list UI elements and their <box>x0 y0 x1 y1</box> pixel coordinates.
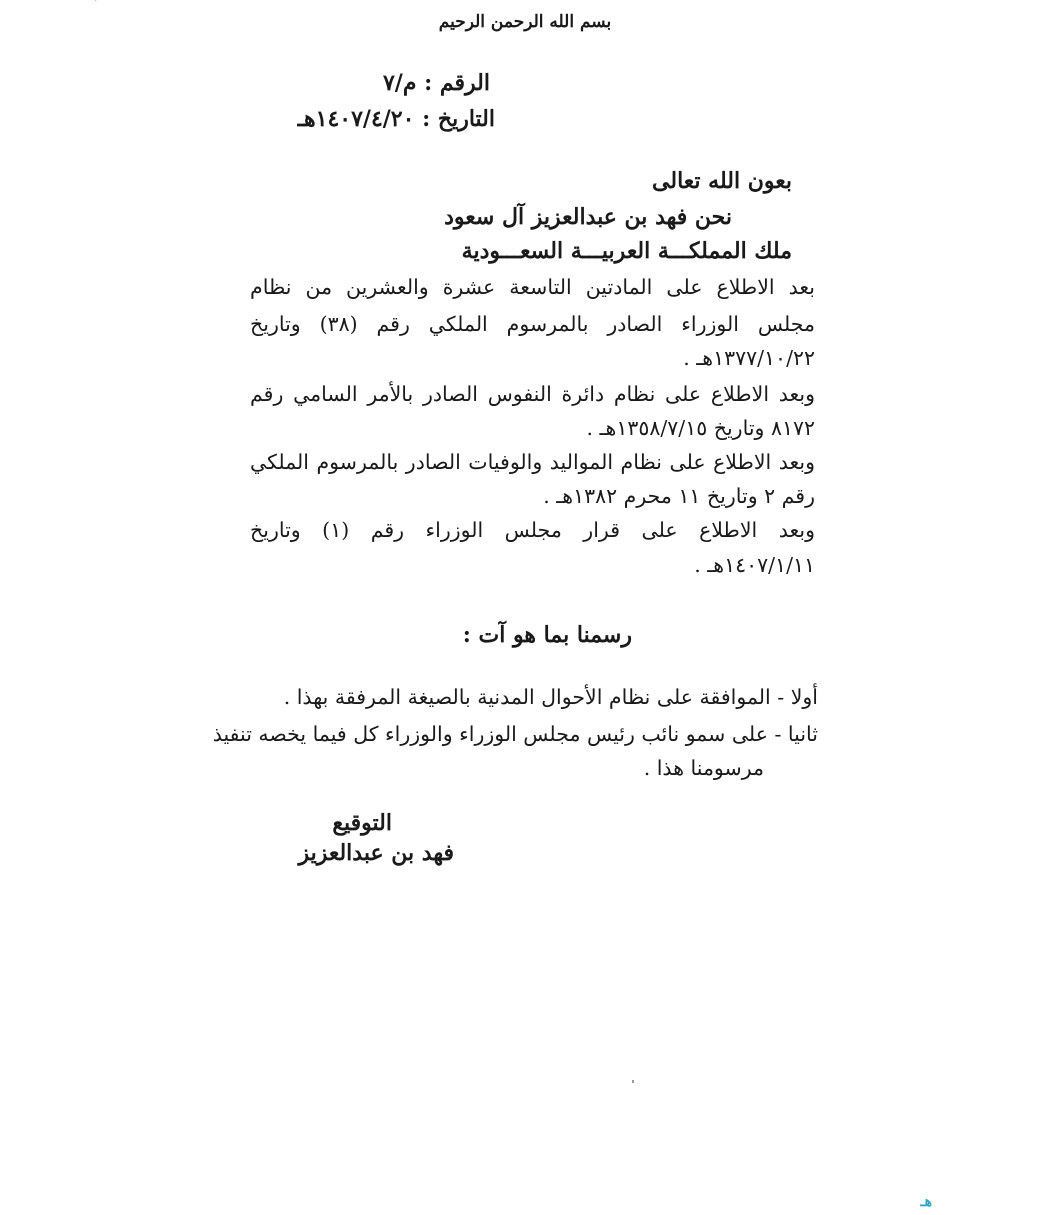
signature-label: التوقيع <box>332 810 392 836</box>
recital-3-line-2: رقم ٢ وتاريخ ١١ محرم ١٣٨٢هـ . <box>543 484 815 508</box>
scan-speck <box>632 1080 634 1083</box>
corner-tick-icon <box>94 0 110 7</box>
corner-mark-bottom-right: هـ <box>920 1194 932 1210</box>
article-2-line-2: مرسومنا هذا . <box>643 756 764 780</box>
issuer: نحن فهد بن عبدالعزيز آل سعود <box>444 204 732 230</box>
recital-3-line-1: وبعد الاطلاع على نظام المواليد والوفيات الصادر بالمرسوم الملكي <box>250 450 815 474</box>
recital-2-line-2: ٨١٧٢ وتاريخ ١٣٥٨/٧/١٥هـ . <box>586 416 815 440</box>
signatory-name: فهد بن عبدالعزيز <box>298 840 454 866</box>
issuer-title: ملك المملكـــة العربيـــة السعـــودية <box>461 238 792 264</box>
recital-4-line-1: وبعد الاطلاع على قرار مجلس الوزراء رقم (١) وتاريخ <box>250 518 815 542</box>
decree-number: الرقم : م/٧ <box>382 70 490 96</box>
article-1: أولا - الموافقة على نظام الأحوال المدنية بالصيغة المرفقة بهذا . <box>283 685 818 709</box>
article-2-line-1: ثانيا - على سمو نائب رئيس مجلس الوزراء والوزراء كل فيما يخصه تنفيذ <box>212 722 818 746</box>
basmala: بسم الله الرحمن الرحيم <box>438 12 612 32</box>
invocation: بعون الله تعالى <box>652 168 792 194</box>
recital-4-line-2: ١٤٠٧/١/١١هـ . <box>694 553 815 577</box>
decree-heading: رسمنا بما هو آت : <box>462 622 632 648</box>
recital-1-line-2: مجلس الوزراء الصادر بالمرسوم الملكي رقم (٣٨) وتاريخ <box>250 312 815 336</box>
decree-date: التاريخ : ١٤٠٧/٤/٢٠هـ <box>297 106 495 132</box>
recital-2-line-1: وبعد الاطلاع على نظام دائرة النفوس الصادر بالأمر السامي رقم <box>250 382 815 406</box>
recital-1-line-1: بعد الاطلاع على المادتين التاسعة عشرة والعشرين من نظام <box>250 275 815 299</box>
recital-1-line-3: ١٣٧٧/١٠/٢٢هـ . <box>683 346 815 370</box>
